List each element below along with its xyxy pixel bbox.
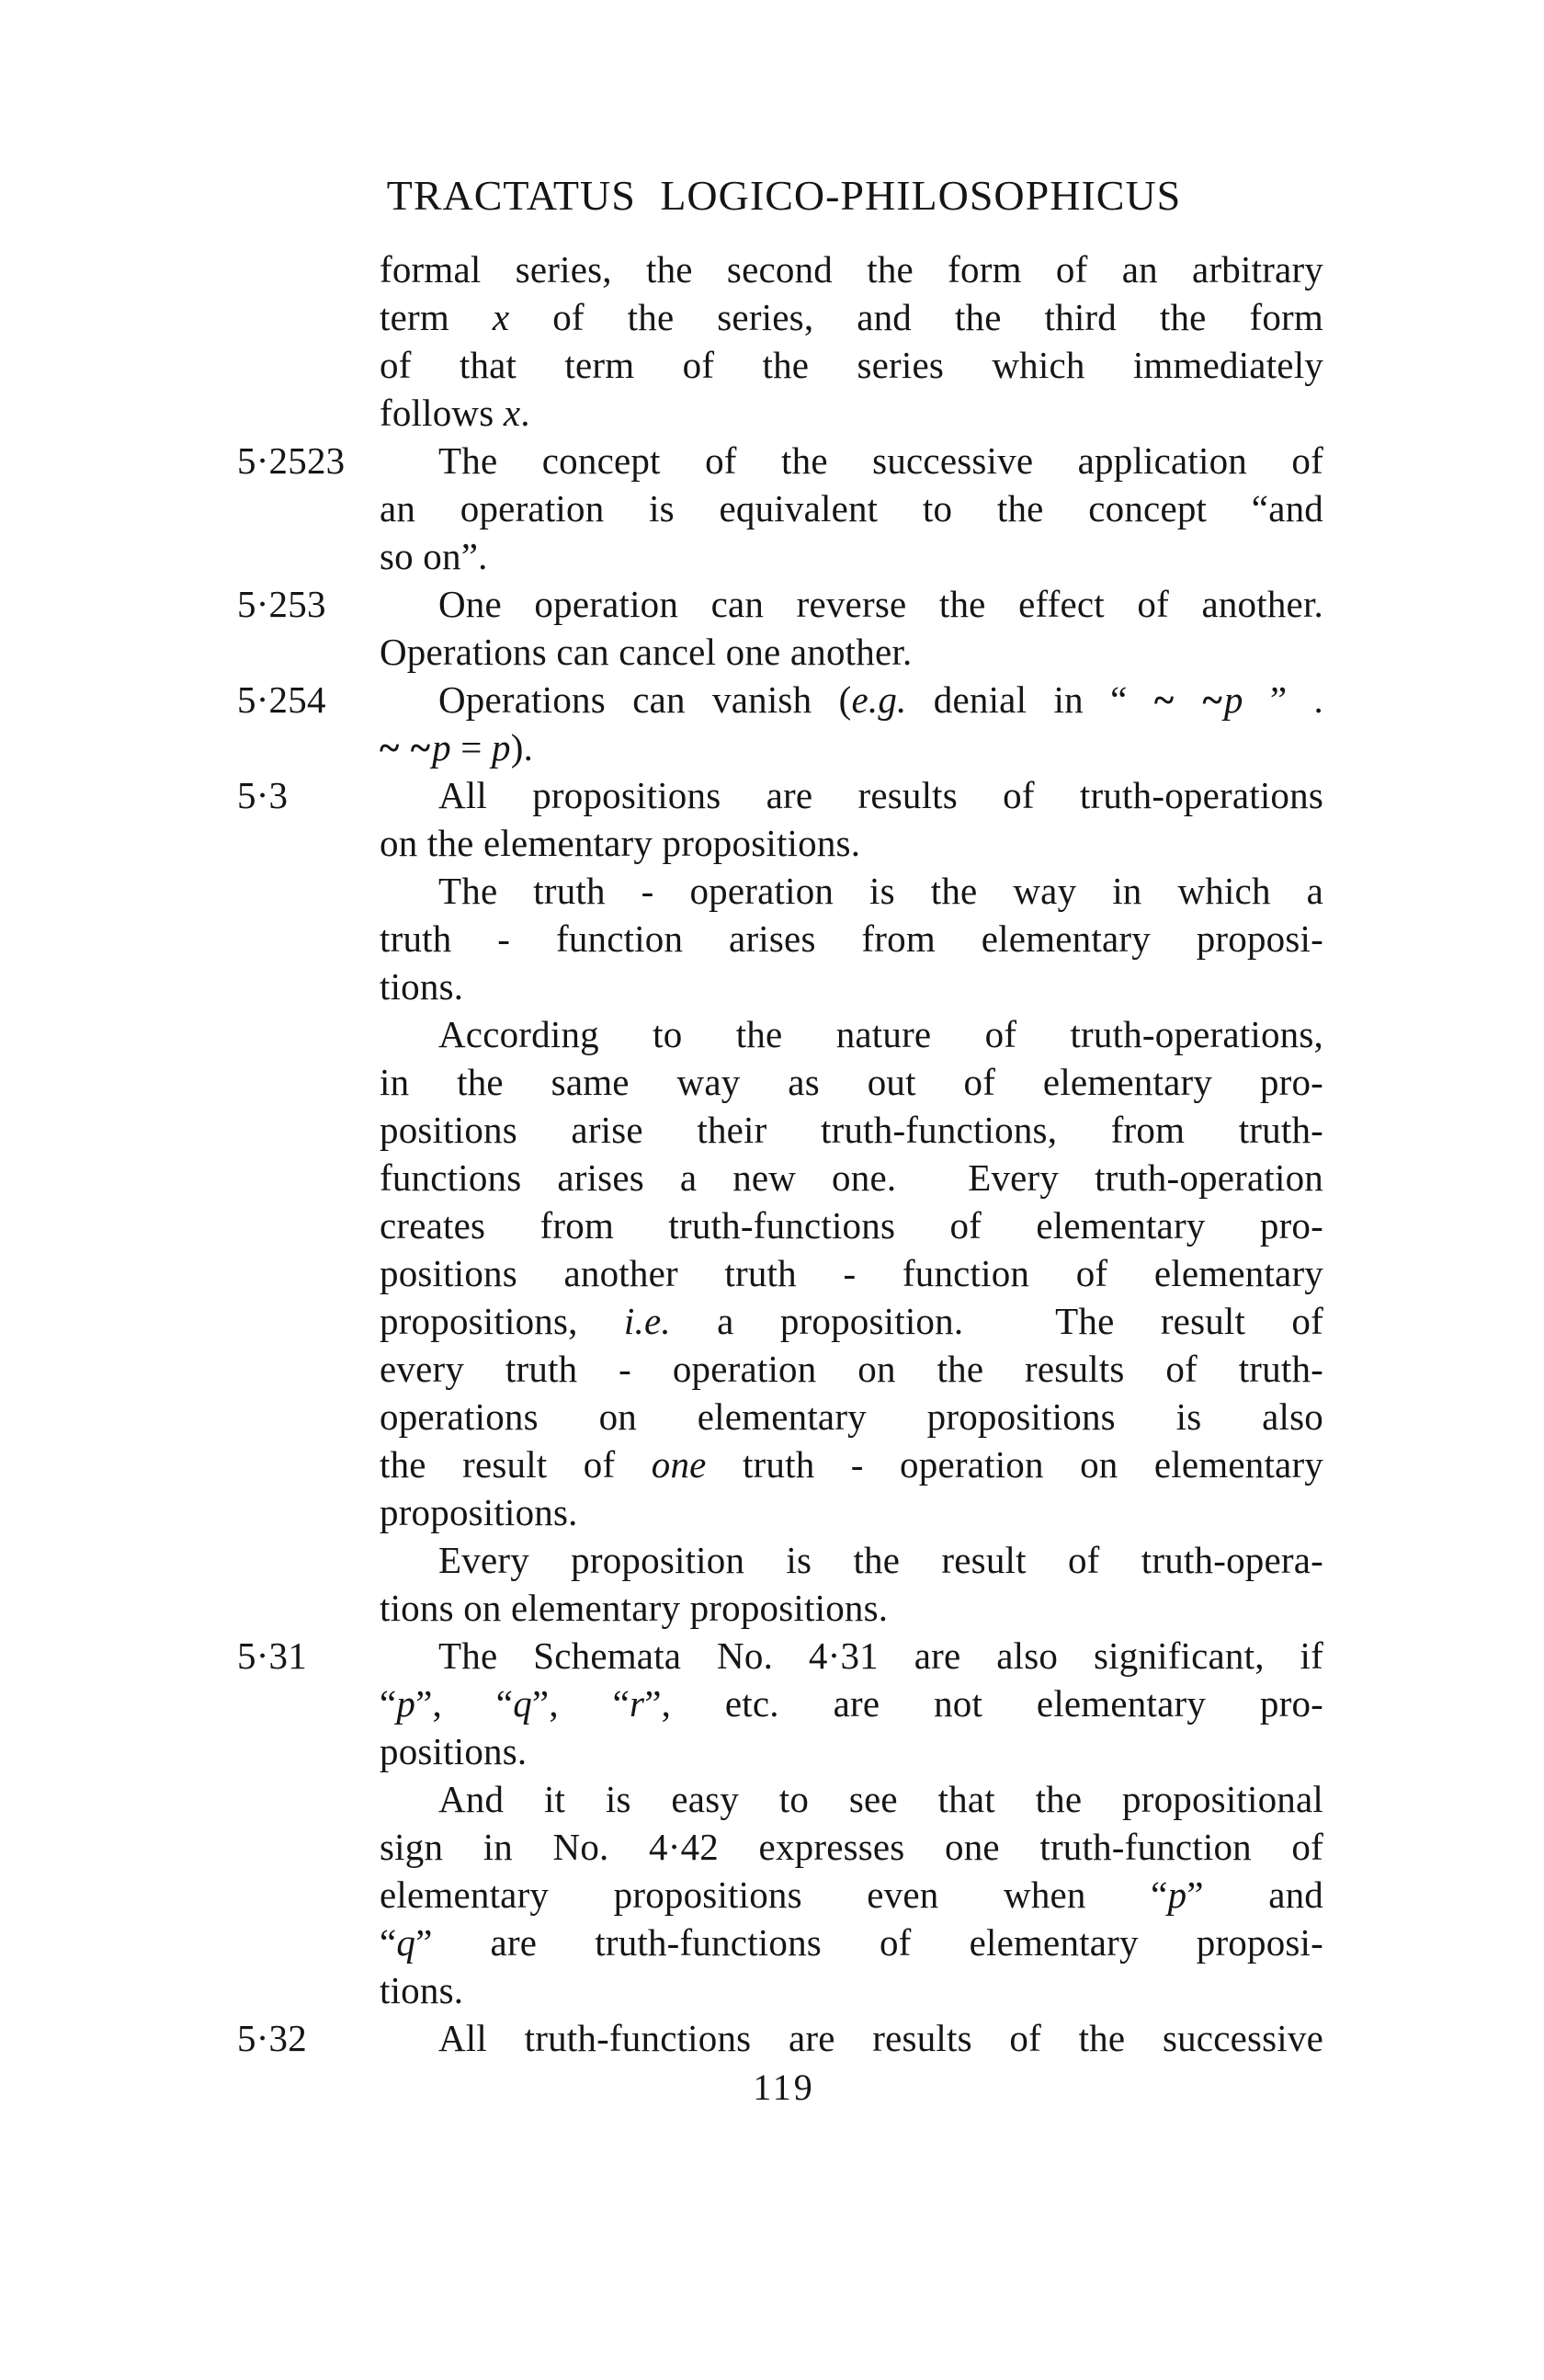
text-line: One operation can reverse the effect of another. bbox=[438, 583, 1323, 625]
proposition-number: 5·31 bbox=[237, 1634, 307, 1677]
text-block bbox=[237, 245, 1324, 2062]
paragraph bbox=[380, 1010, 1323, 1536]
proposition-number: 5·253 bbox=[237, 583, 326, 625]
text-line: on the elementary propositions. bbox=[380, 822, 861, 864]
text-line: of that term of the series which immediately bbox=[380, 344, 1323, 386]
proposition-number: 5·3 bbox=[237, 774, 289, 816]
proposition bbox=[237, 771, 1323, 867]
text-line: The concept of the successive application of bbox=[438, 439, 1323, 482]
text-line: And it is easy to see that the propositional bbox=[438, 1778, 1323, 1820]
negation-sign: ~ bbox=[1153, 678, 1176, 721]
text-line: term x of the series, and the third the form bbox=[380, 296, 1323, 338]
negation-sign: ~ bbox=[380, 726, 402, 769]
text-line: an operation is equivalent to the concept “and bbox=[380, 487, 1323, 530]
text-line: propositions. bbox=[380, 1491, 578, 1533]
text-line: ~ ~p = p). bbox=[380, 726, 534, 769]
text-line: sign in No. 4·42 expresses one truth-function of bbox=[380, 1826, 1323, 1868]
paragraph bbox=[380, 1536, 1323, 1632]
text-line: “q” are truth-functions of elementary proposi- bbox=[380, 1921, 1323, 1964]
text-line: formal series, the second the form of an arbitrary bbox=[380, 248, 1323, 290]
text-line: tions on elementary propositions. bbox=[380, 1587, 889, 1629]
text-line: All truth-functions are results of the successive bbox=[438, 2017, 1323, 2059]
proposition bbox=[237, 676, 1324, 771]
text-line: The truth - operation is the way in which a bbox=[438, 870, 1323, 912]
text-line: functions arises a new one. Every truth-operation bbox=[380, 1156, 1323, 1199]
page-title: TRACTATUS LOGICO-PHILOSOPHICUS bbox=[386, 172, 1182, 219]
text-line: Operations can cancel one another. bbox=[380, 631, 913, 673]
text-line: All propositions are results of truth-operations bbox=[438, 774, 1323, 816]
proposition bbox=[237, 580, 1323, 676]
page-number: 119 bbox=[753, 2067, 815, 2108]
proposition-number: 5·254 bbox=[237, 678, 326, 721]
text-line: so on”. bbox=[380, 535, 488, 577]
proposition bbox=[237, 2014, 1323, 2062]
proposition bbox=[237, 437, 1323, 580]
text-line: Operations can vanish (e.g. denial in “ ~ ~p ” . bbox=[438, 678, 1324, 721]
text-line: positions another truth - function of elementary bbox=[380, 1252, 1323, 1294]
text-line: the result of one truth - operation on elementary bbox=[380, 1443, 1324, 1486]
paragraph bbox=[380, 245, 1323, 437]
negation-sign: ~ bbox=[1202, 678, 1224, 721]
text-line: “p”, “q”, “r”, etc. are not elementary pro- bbox=[380, 1682, 1323, 1725]
text-line: According to the nature of truth-operations, bbox=[438, 1013, 1323, 1055]
text-line: in the same way as out of elementary pro- bbox=[380, 1061, 1323, 1103]
text-line: tions. bbox=[380, 965, 464, 1008]
text-line: elementary propositions even when “p” and bbox=[380, 1873, 1323, 1916]
text-line: truth - function arises from elementary proposi- bbox=[380, 917, 1323, 960]
text-line: every truth - operation on the results of truth- bbox=[380, 1348, 1323, 1390]
text-line: operations on elementary propositions is also bbox=[380, 1395, 1323, 1438]
paragraph bbox=[380, 1775, 1323, 2014]
paragraph bbox=[380, 867, 1323, 1010]
proposition-number: 5·2523 bbox=[237, 439, 346, 482]
text-line: propositions, i.e. a proposition. The result of bbox=[380, 1300, 1323, 1342]
text-line: positions. bbox=[380, 1730, 528, 1772]
text-line: The Schemata No. 4·31 are also significant, if bbox=[438, 1634, 1323, 1677]
text-line: positions arise their truth-functions, from truth- bbox=[380, 1109, 1323, 1151]
text-line: Every proposition is the result of truth-opera- bbox=[438, 1539, 1323, 1581]
text-line: creates from truth-functions of elementary pro- bbox=[380, 1204, 1323, 1247]
negation-sign: ~ bbox=[410, 726, 433, 769]
proposition-number: 5·32 bbox=[237, 2017, 307, 2059]
text-line: tions. bbox=[380, 1969, 464, 2011]
text-line: follows x. bbox=[380, 392, 530, 434]
proposition bbox=[237, 1632, 1323, 1775]
